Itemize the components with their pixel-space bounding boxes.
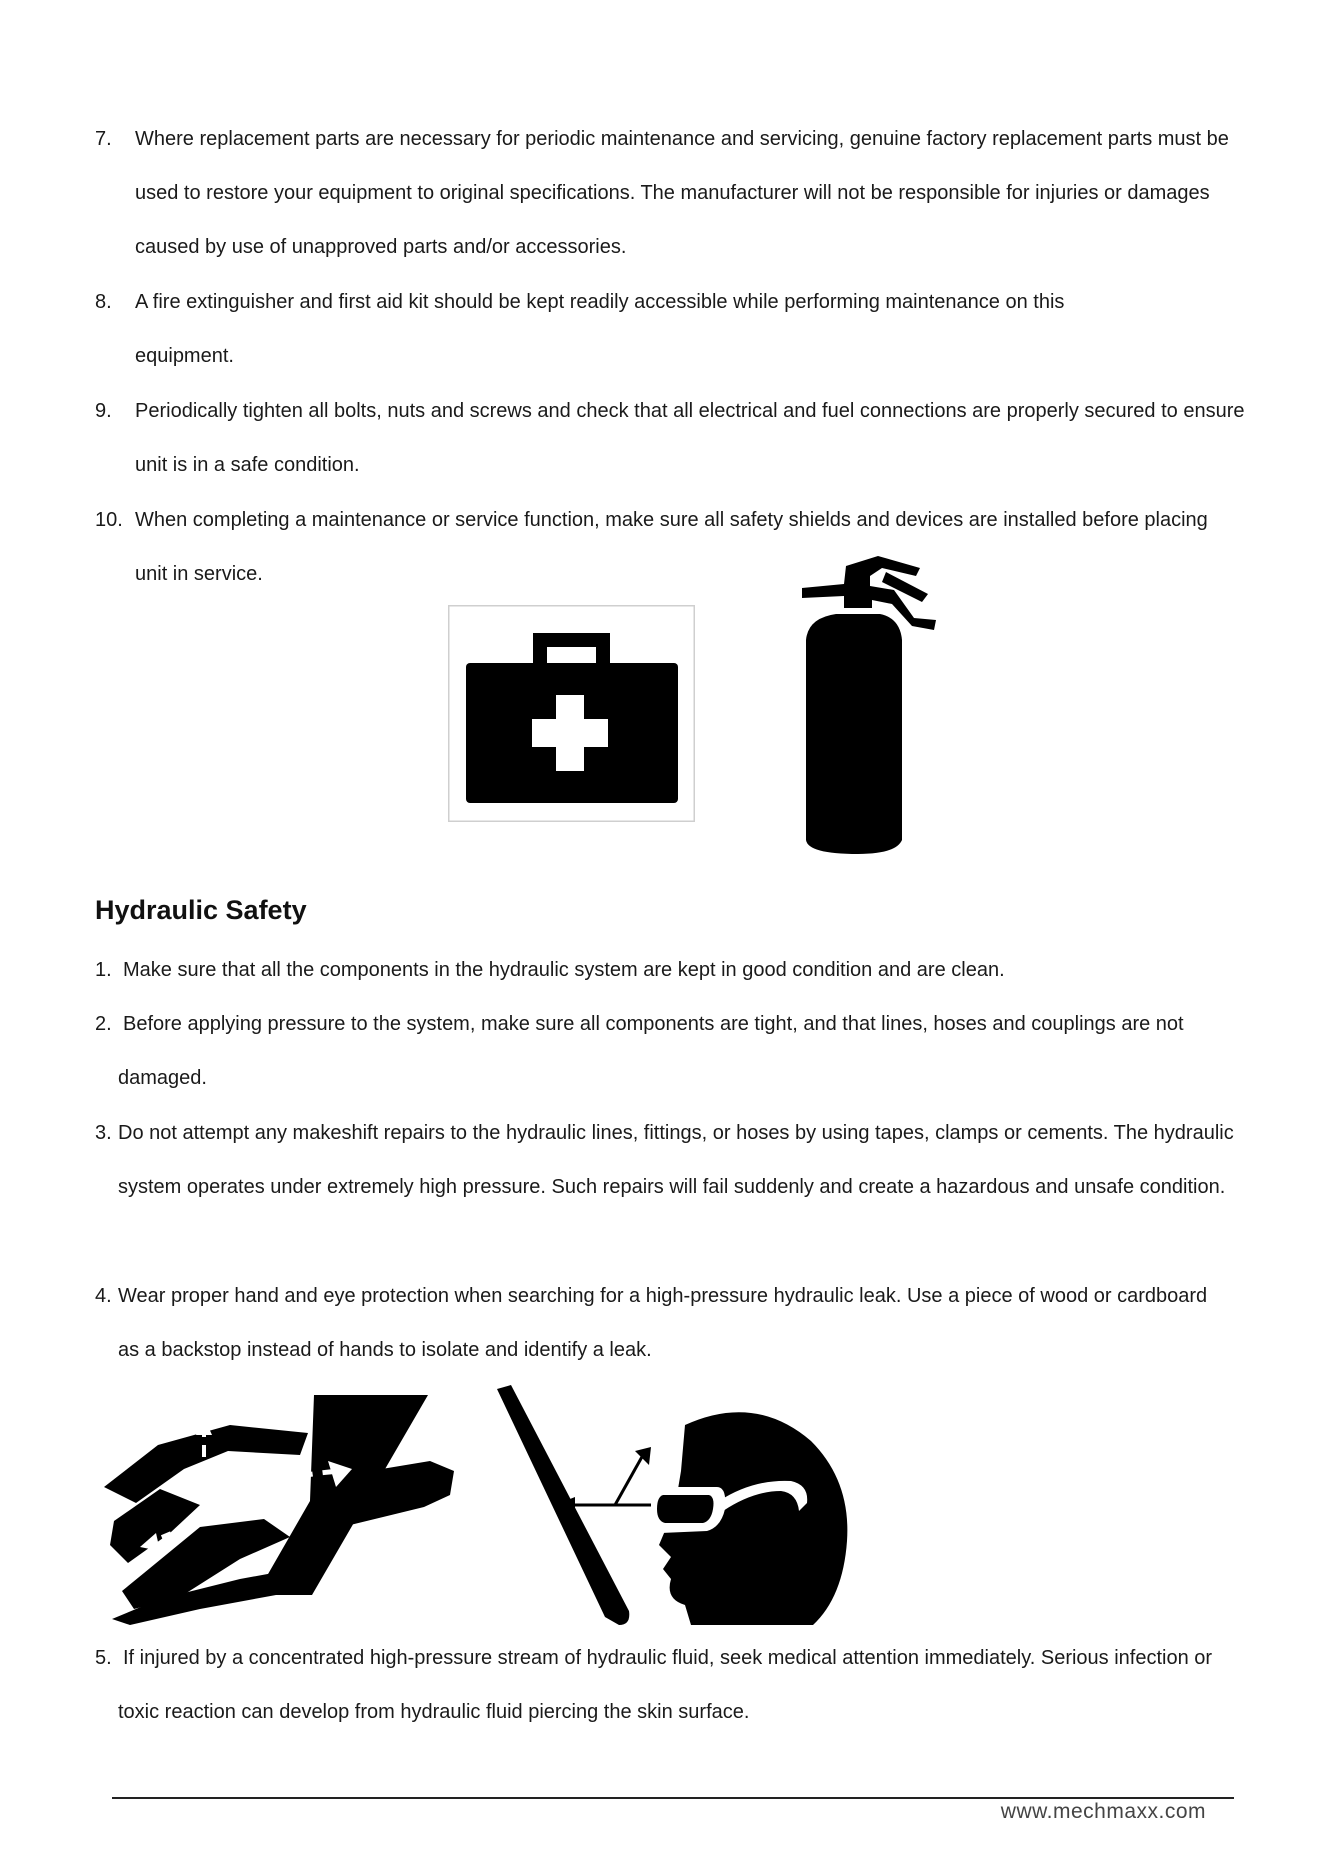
maintenance-item-7 bbox=[95, 112, 1245, 274]
maintenance-item-10 bbox=[95, 493, 1245, 601]
item-number: 4. bbox=[95, 1285, 112, 1307]
maintenance-item-9 bbox=[95, 384, 1245, 492]
eye-protection-icon bbox=[495, 1385, 860, 1630]
item-number: 1. bbox=[95, 959, 112, 981]
maintenance-item-8 bbox=[95, 275, 1145, 383]
hydraulic-item-5 bbox=[95, 1631, 1215, 1739]
fire-extinguisher-icon bbox=[796, 556, 942, 858]
item-text: Make sure that all the components in the hydraulic system are kept in good condition and are clean. bbox=[123, 959, 1005, 981]
item-text: Wear proper hand and eye protection when searching for a high-pressure hydraulic leak. Use a piece of wood or cardboard as a backstop instead of hands to isolate and identify a leak. bbox=[118, 1285, 1208, 1361]
item-number: 10. bbox=[95, 509, 123, 531]
item-number: 9. bbox=[95, 400, 112, 422]
item-text: Before applying pressure to the system, make sure all components are tight, and that lines, hoses and couplings are not damaged. bbox=[118, 1013, 1184, 1089]
item-number: 8. bbox=[95, 291, 112, 313]
item-text: A fire extinguisher and first aid kit should be kept readily accessible while performing maintenance on this equipment. bbox=[135, 291, 1065, 367]
footer-website-url: www.mechmaxx.com bbox=[1000, 1800, 1206, 1823]
hydraulic-item-3 bbox=[95, 1106, 1245, 1214]
item-number: 2. bbox=[95, 1013, 112, 1035]
hand-injection-hazard-icon bbox=[100, 1395, 460, 1625]
item-text: If injured by a concentrated high-pressure stream of hydraulic fluid, seek medical attention immediately. Serious infection or toxic reaction can develop from hydraulic fluid piercing the skin surface. bbox=[118, 1647, 1213, 1723]
section-heading-hydraulic-safety: Hydraulic Safety bbox=[95, 895, 307, 925]
item-number: 7. bbox=[95, 128, 112, 150]
first-aid-kit-icon bbox=[448, 605, 695, 822]
hydraulic-item-1 bbox=[95, 943, 1245, 997]
item-number: 5. bbox=[95, 1647, 112, 1669]
item-text: Periodically tighten all bolts, nuts and screws and check that all electrical and fuel connections are properly secured to ensure unit is in a safe condition. bbox=[135, 400, 1245, 476]
item-text: Where replacement parts are necessary for periodic maintenance and servicing, genuine factory replacement parts must be used to restore your equipment to original specifications. The manufacturer will not be responsible for injuries or damages caused by use of unapproved parts and/or accessories. bbox=[135, 128, 1229, 258]
hydraulic-item-2 bbox=[95, 997, 1245, 1105]
footer-divider bbox=[112, 1797, 1234, 1799]
item-number: 3. bbox=[95, 1122, 112, 1144]
hydraulic-item-4 bbox=[95, 1269, 1215, 1377]
item-text: Do not attempt any makeshift repairs to the hydraulic lines, fittings, or hoses by using tapes, clamps or cements. The hydraulic system operates under extremely high pressure. Such repairs will fail suddenly and create a hazardous and unsafe condition. bbox=[118, 1122, 1234, 1198]
item-text: When completing a maintenance or service function, make sure all safety shields and devices are installed before placing unit in service. bbox=[135, 509, 1208, 585]
